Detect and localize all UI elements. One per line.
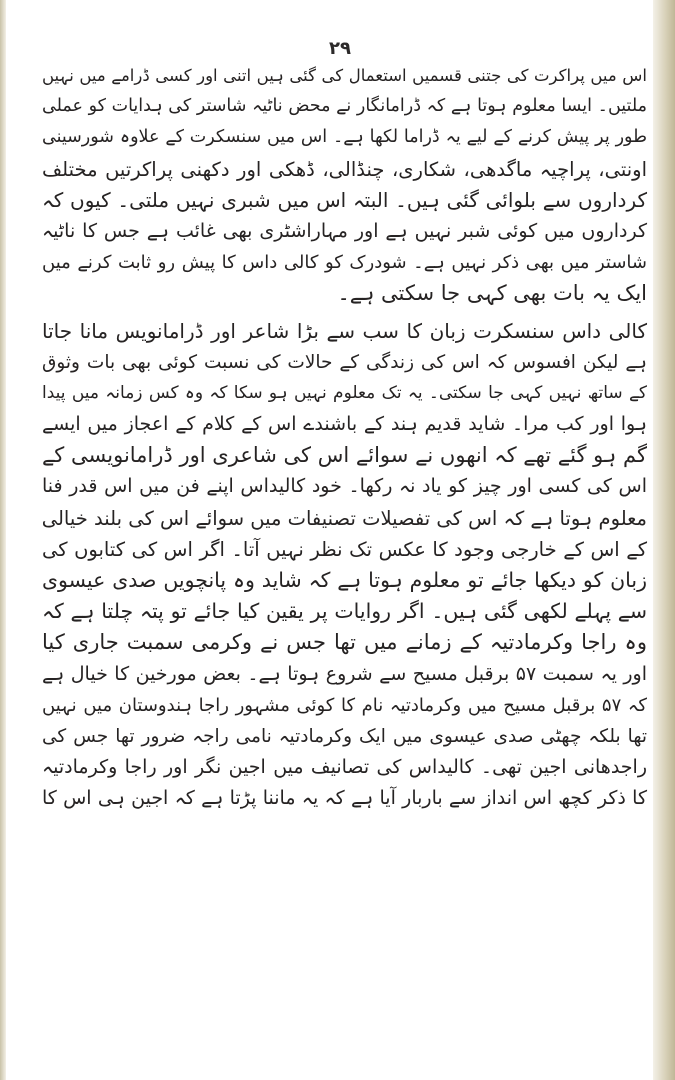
text-line: سے پہلے لکھی گئی ہیں۔ اگر روایات پر یقین کیا جائے تو پتہ چلتا ہے کہ	[42, 599, 647, 624]
text-line: کہ ۵۷ برقبل مسیح میں وکرمادتیہ نام کا کوئی مشہور راجا ہندوستان میں نہیں	[42, 694, 647, 716]
text-line: ہوا اور کب مرا۔ شاید قدیم ہند کے باشندے اس کے کلام کے اعجاز میں ایسے	[42, 413, 647, 436]
text-line: کے اس کے خارجی وجود کا عکس تک نظر نہیں آتا۔ اگر اس کی کتابوں کی	[42, 537, 647, 561]
text-line: ہے لیکن افسوس کہ اس کی زندگی کے حالات کی نسبت کوئی بھی بات وثوق	[42, 351, 647, 373]
body-text	[42, 60, 647, 815]
text-line: وہ راجا وکرمادتیہ کے زمانے میں تھا جس نے وکرمی سمبت جاری کیا	[42, 630, 647, 655]
text-line: معلوم ہوتا ہے کہ اس کی تفصیلات تصنیفات میں سوائے اس کی بلند خیالی	[41, 506, 647, 530]
text-line: کا ذکر کچھ اس انداز سے باربار آیا ہے کہ یہ ماننا پڑتا ہے کہ اجین ہی اس کا	[42, 787, 647, 810]
page-number: ۲۹	[329, 38, 351, 59]
text-line: اونتی، پراچیہ ماگدھی، شکاری، چنڈالی، ڈھکی اور دکھنی پراکرتیں مختلف	[42, 157, 647, 181]
text-line: گم ہو گئے تھے کہ انھوں نے سوائے اس کی شاعری اور ڈرامانویسی کے	[42, 443, 647, 468]
text-line: اس کی کسی اور چیز کو یاد نہ رکھا۔ خود کالیداس اپنے فن میں اس قدر فنا	[42, 475, 647, 498]
text-line: کے ساتھ نہیں کہی جا سکتی۔ یہ تک معلوم نہیں ہو سکا کہ وہ کس زمانہ میں پیدا	[42, 382, 647, 403]
text-line: کرداروں میں کوئی شبر نہیں ہے اور مہاراشٹری بھی غائب ہے جس کا ناٹیہ	[42, 219, 647, 242]
text-line: اور یہ سمبت ۵۷ برقبل مسیح سے شروع ہوتا ہے۔ بعض مورخین کا خیال ہے	[42, 662, 647, 685]
text-line: ملتیں۔ ایسا معلوم ہوتا ہے کہ ڈرامانگار نے محض ناٹیہ شاستر کی ہدایات کو عملی	[42, 96, 647, 117]
text-line: راجدھانی اجین تھی۔ کالیداس کی تصانیف میں اجین نگر اور راجا وکرمادتیہ	[42, 756, 647, 779]
text-line: کرداروں سے بلوائی گئی ہیں۔ البتہ اس میں شبری نہیں ملتی۔ کیوں کہ	[42, 187, 647, 212]
page-left-edge	[0, 0, 6, 1080]
page-right-edge	[653, 0, 675, 1080]
text-line: ایک یہ بات بھی کہی جا سکتی ہے۔	[337, 281, 647, 306]
paragraph-1	[42, 60, 647, 310]
text-line: زبان کو دیکھا جائے تو معلوم ہوتا ہے کہ شاید وہ پانچویں صدی عیسوی	[42, 568, 647, 592]
text-line: طور پر پیش کرنے کے لیے یہ ڈراما لکھا ہے۔ اس میں سنسکرت کے علاوہ شورسینی	[42, 127, 647, 148]
text-line: کالی داس سنسکرت زبان کا سب سے بڑا شاعر اور ڈرامانویس مانا جاتا	[42, 318, 647, 343]
paragraph-2	[42, 316, 647, 815]
text-line: تھا بلکہ چھٹی صدی عیسوی میں ایک وکرمادتیہ نامی راجہ ضرور تھا جس کی	[42, 725, 647, 747]
text-line: اس میں پراکرت کی جتنی قسمیں استعمال کی گئی ہیں اتنی اور کسی ڈرامے میں نہیں	[42, 66, 647, 85]
text-line: شاستر میں بھی ذکر نہیں ہے۔ شودرک کو کالی داس کا پیش رو ثابت کرنے میں	[42, 252, 647, 274]
